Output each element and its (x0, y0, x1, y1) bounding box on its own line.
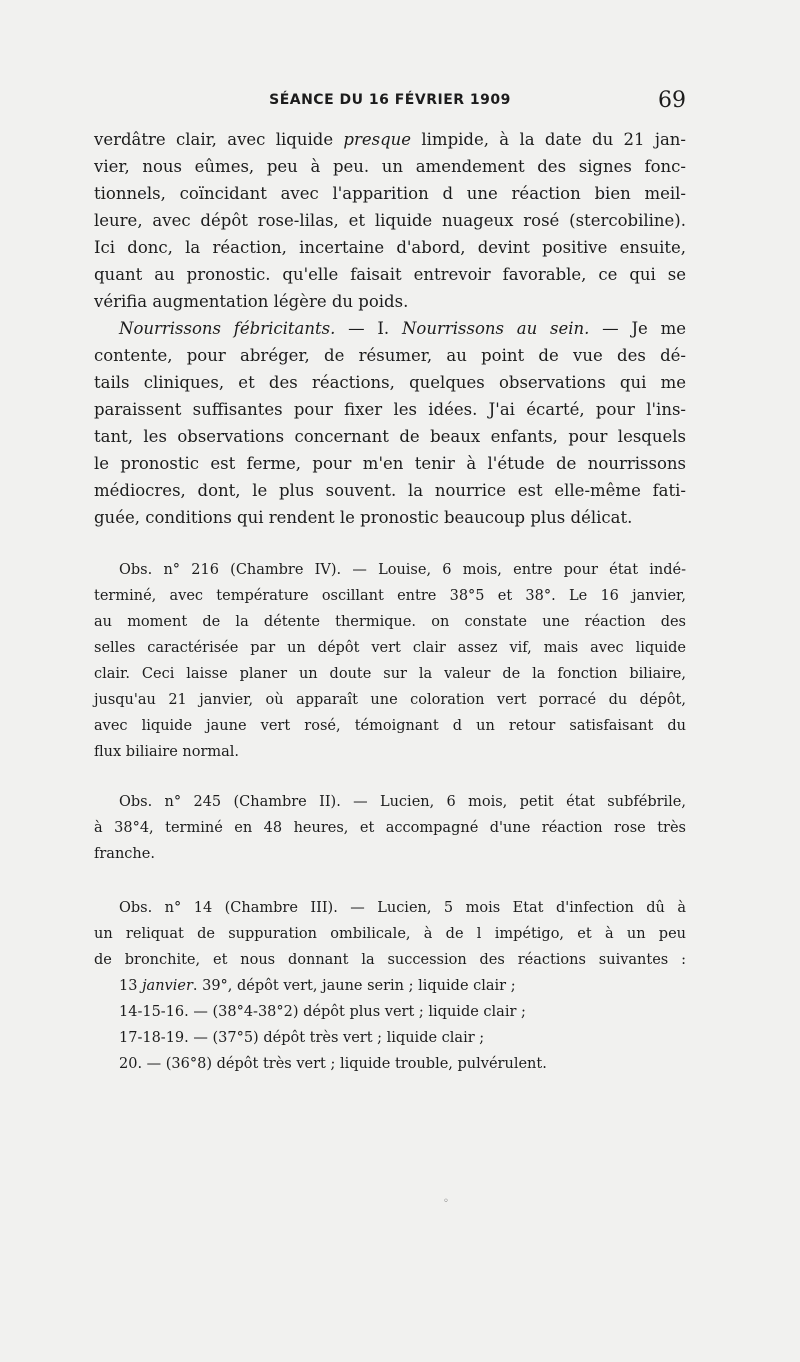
obs-line: selles caractérisée par un dépôt vert clair assez vif, mais avec liquide (94, 640, 686, 656)
reaction-list-item: 17-18-19. — (37°5) dépôt très vert ; liquide clair ; (119, 1030, 485, 1046)
obs-line: flux biliaire normal. (94, 744, 240, 760)
text-line: leure, avec dépôt rose-lilas, et liquide nuageux rosé (stercobiline). (94, 211, 686, 230)
text-line: tails cliniques, et des réactions, quelques observations qui me (94, 373, 686, 392)
obs-line: clair. Ceci laisse planer un doute sur la valeur de la fonction biliaire, (94, 666, 686, 682)
obs-line: terminé, avec température oscillant entre 38°5 et 38°. Le 16 janvier, (94, 588, 686, 604)
text-line: paraissent suffisantes pour fixer les idées. J'ai écarté, pour l'ins- (94, 400, 686, 419)
obs-line: franche. (94, 846, 155, 862)
running-title: SÉANCE DU 16 FÉVRIER 1909 (269, 92, 511, 108)
ink-speck-mark: ◦ (443, 1196, 449, 1207)
section-heading-line: Nourrissons fébricitants. — I. Nourrissons au sein. — Je me (119, 319, 687, 338)
text-line: le pronostic est ferme, pour m'en tenir à l'étude de nourrissons (94, 454, 686, 473)
obs-line: au moment de la détente thermique. on constate une réaction des (94, 614, 686, 630)
obs-line: de bronchite, et nous donnant la succession des réactions suivantes : (94, 952, 686, 968)
text-line: quant au pronostic. qu'elle faisait entrevoir favorable, ce qui se (94, 265, 686, 284)
obs-line: Obs. n° 14 (Chambre III). — Lucien, 5 mois Etat d'infection dû à (119, 900, 686, 916)
text-line: verdâtre clair, avec liquide presque limpide, à la date du 21 jan- (94, 130, 686, 149)
text-line: contente, pour abréger, de résumer, au point de vue des dé- (94, 346, 686, 365)
text-line: vier, nous eûmes, peu à peu. un amendement des signes fonc- (94, 157, 686, 176)
reaction-list-item: 20. — (36°8) dépôt très vert ; liquide trouble, pulvérulent. (119, 1056, 547, 1072)
text-line: tionnels, coïncidant avec l'apparition d une réaction bien meil- (94, 184, 686, 203)
obs-line: un reliquat de suppuration ombilicale, à de l impétigo, et à un peu (94, 926, 686, 942)
obs-line: à 38°4, terminé en 48 heures, et accompagné d'une réaction rose très (94, 820, 686, 836)
text-line: Ici donc, la réaction, incertaine d'abord, devint positive ensuite, (94, 238, 686, 257)
reaction-list-item: 13 janvier. 39°, dépôt vert, jaune serin ; liquide clair ; (119, 978, 516, 994)
obs-line: avec liquide jaune vert rosé, témoignant d un retour satisfaisant du (94, 718, 686, 734)
text-line: guée, conditions qui rendent le pronostic beaucoup plus délicat. (94, 508, 633, 527)
text-line: médiocres, dont, le plus souvent. la nourrice est elle-même fati- (94, 481, 686, 500)
text-line: tant, les observations concernant de beaux enfants, pour lesquels (94, 427, 686, 446)
text-line: vérifia augmentation légère du poids. (94, 292, 409, 311)
obs-line: jusqu'au 21 janvier, où apparaît une coloration vert porracé du dépôt, (94, 692, 686, 708)
page-number: 69 (658, 88, 686, 113)
reaction-list-item: 14-15-16. — (38°4-38°2) dépôt plus vert ; liquide clair ; (119, 1004, 526, 1020)
page-header (94, 88, 686, 114)
obs-line: Obs. n° 216 (Chambre IV). — Louise, 6 mois, entre pour état indé- (119, 562, 686, 578)
obs-line: Obs. n° 245 (Chambre II). — Lucien, 6 mois, petit état subfébrile, (119, 794, 686, 810)
